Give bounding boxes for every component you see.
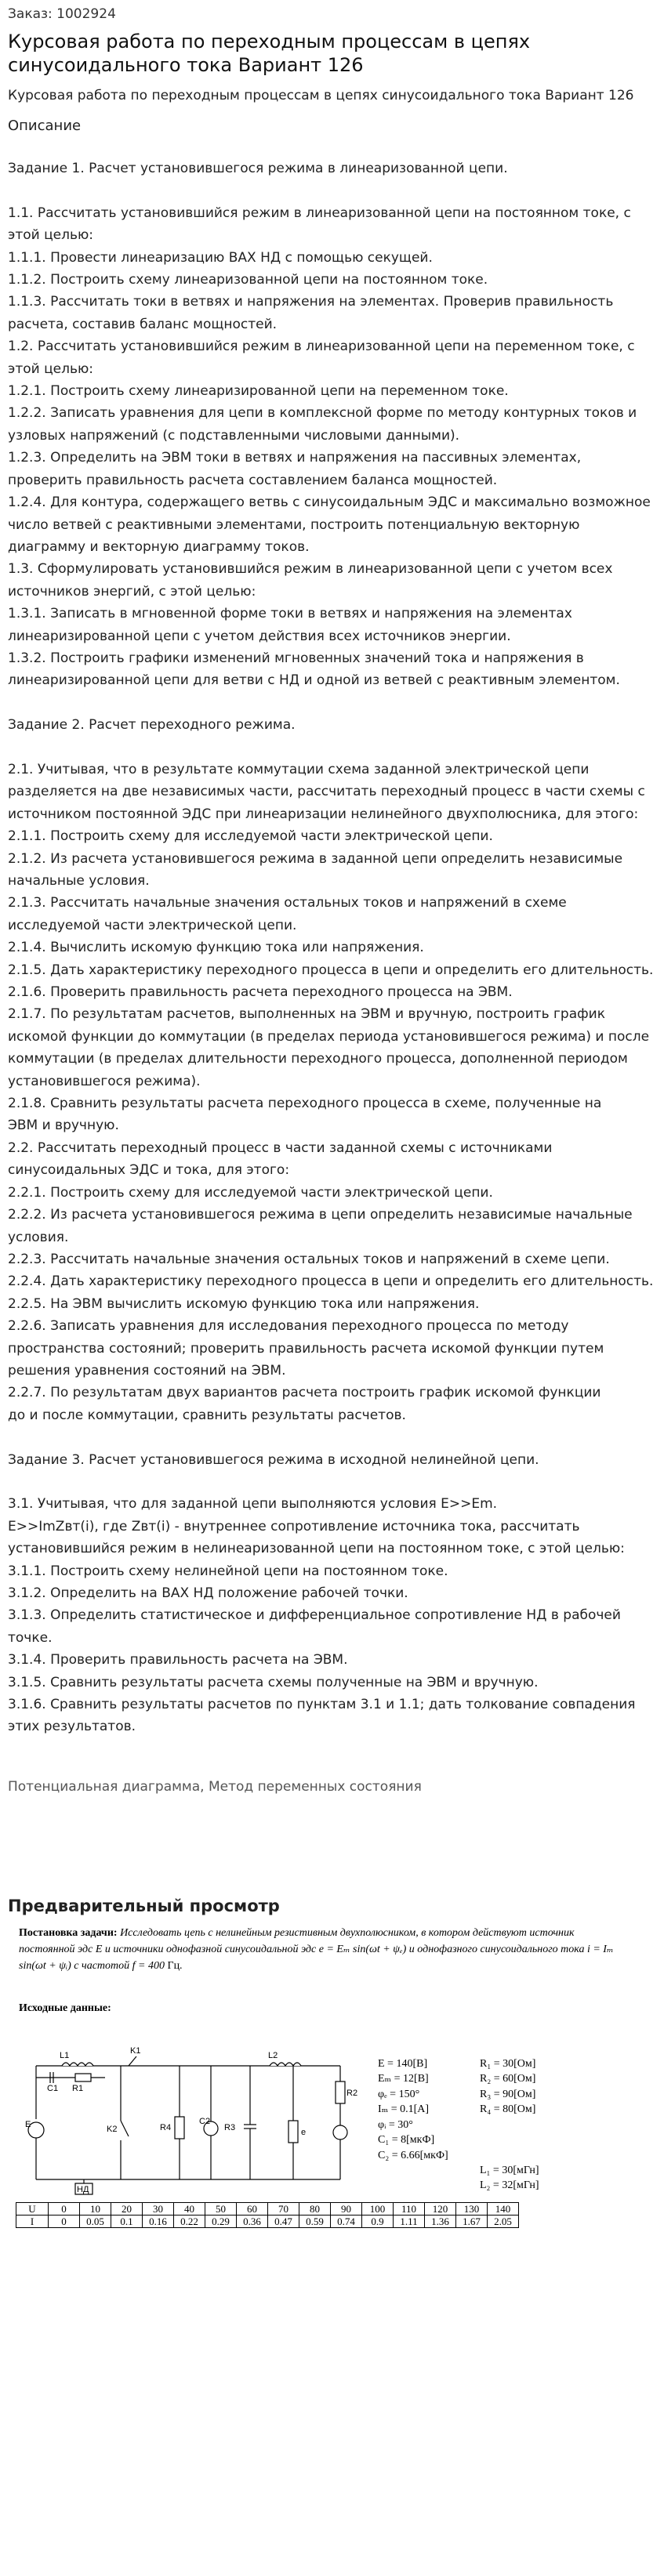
param-item: R₂ = 60[Ом] bbox=[480, 2073, 536, 2085]
task-formula-e: e = Eₘ sin(ωt + ψₑ) bbox=[318, 1943, 407, 1955]
circuit-label: e bbox=[301, 2127, 307, 2137]
table-cell: 130 bbox=[456, 2202, 488, 2215]
table-cell: 30 bbox=[143, 2202, 174, 2215]
param-item: φᵢ = 30° bbox=[378, 2118, 413, 2131]
table-cell: 0 bbox=[49, 2202, 80, 2215]
task-unit: Гц. bbox=[167, 1959, 183, 1972]
param-item: E = 140[B] bbox=[378, 2057, 428, 2070]
table-cell: 0.47 bbox=[268, 2215, 299, 2227]
circuit-label: L1 bbox=[60, 2050, 70, 2060]
preview-document bbox=[19, 1925, 627, 2270]
table-row-i bbox=[16, 2215, 519, 2227]
params-right bbox=[480, 2056, 539, 2194]
task-text-3: с частотой bbox=[74, 1959, 130, 1972]
table-cell: 0.59 bbox=[299, 2215, 331, 2227]
table-header-u: U bbox=[16, 2202, 49, 2215]
table-cell: 90 bbox=[331, 2202, 362, 2215]
table-cell: 100 bbox=[362, 2202, 394, 2215]
param-item: Iₘ = 0.1[A] bbox=[378, 2103, 430, 2116]
table-cell: 40 bbox=[174, 2202, 205, 2215]
description-text: Задание 1. Расчет установившегося режима в линеаризованной цепи. 1.1. Рассчитать установившийся режим в линеаризованной цепи на постоянном токе, с этой целью: 1.1.1. Провести линеаризацию ВАХ НД с помощью секущей. 1.1.2. Построить схему линеаризованной цепи на постоянном токе. 1.1.3. Рассчитать токи в ветвях и напряжения на элементах. Проверив правильность расчета, составив баланс мощностей. 1.2. Рассчитать установившийся режим в линеаризованной цепи на переменном токе, с этой целью: 1.2.1. Построить схему линеаризированной цепи на переменном токе. 1.2.2. Записать уравнения для цепи в комплексной форме по методу контурных токов и узловых напряжений (с подставленными числовыми данными). 1.2.3. Определить на ЭВМ токи в ветвях и напряжения на пассивных элементах, проверить правильность расчета составлением баланса мощностей. 1.2.4. Для контура, содержащего ветвь с синусоидальным ЭДС и максимально возможное число ветвей с реактивными элементами, построить потенциальную векторную диаграмму и векторную диаграмму токов. 1.3. Сформулировать установившийся режим в линеаризованной цепи с учетом всех источников энергий, с этой целью: 1.3.1. Записать в мгновенной форме токи в ветвях и напряжения на элементах линеаризированной цепи с учетом действия всех источников энергии. 1.3.2. Построить графики изменений мгновенных значений тока и напряжения в линеаризированной цепи для ветви с НД и одной из ветвей с реактивным элементом. Задание 2. Расчет переходного режима. 2.1. Учитывая, что в результате коммутации схема заданной электрической цепи разделяется на две независимых части, рассчитать переходный процесс в части схемы с источником постоянной ЭДС при линеаризации нелинейного двухполюсника, для этого: 2.1.1. Построить схему для исследуемой части электрической цепи. 2.1.2. Из расчета установившегося режима в заданной цепи определить независимые начальные условия. 2.1.3. Рассчитать начальные значения остальных токов и напряжений в схеме исследуемой части электрической цепи. 2.1.4. Вычислить искомую функцию тока или напряжения. 2.1.5. Дать характеристику переходного процесса в цепи и определить его длительность. 2.1.6. Проверить правильность расчета переходного процесса на ЭВМ. 2.1.7. По результатам расчетов, выполненных на ЭВМ и вручную, построить график искомой функции до коммутации (в пределах периода установившегося режима) и после коммутации (в пределах длительности переходного процесса, дополненной периодом установившегося режима). 2.1.8. Сравнить результаты расчета переходного процесса в схеме, полученные на ЭВМ и вручную. 2.2. Рассчитать переходный процесс в части заданной схемы с источниками синусоидальных ЭДС и тока, для этого: 2.2.1. Построить схему для исследуемой части электрической цепи. 2.2.2. Из расчета установившегося режима в цепи определить независимые начальные условия. 2.2.3. Рассчитать начальные значения остальных токов и напряжений в схеме цепи. 2.2.4. Дать характеристику переходного процесса в цепи и определить его длительность. 2.2.5. На ЭВМ вычислить искомую функцию тока или напряжения. 2.2.6. Записать уравнения для исследования переходного процесса по методу пространства состояний; проверить правильность расчета искомой функции путем решения уравнения состояний на ЭВМ. 2.2.7. По результатам двух вариантов расчета построить график искомой функции до и после коммутации, сравнить результаты расчетов. Задание 3. Расчет установившегося режима в исходной нелинейной цепи. 3.1. Учитывая, что для заданной цепи выполняются условия E>>Em. E>>ImZвт(i), где Zвт(i) - внутреннее сопротивление источника тока, рассчитать установившийся режим в нелинеаризованной цепи на постоянном токе, с этой целью: 3.1.1. Построить схему нелинейной цепи на постоянном токе. 3.1.2. Определить на ВАХ НД положение рабочей точки. 3.1.3. Определить статистическое и дифференциальное сопротивление НД в рабочей точке. 3.1.4. Проверить правильность расчета на ЭВМ. 3.1.5. Сравнить результаты расчета схемы полученные на ЭВМ и вручную. 3.1.6. Сравнить результаты расчетов по пунктам 3.1 и 1.1; дать толкование совпадения этих результатов. bbox=[8, 161, 654, 1735]
table-cell: 80 bbox=[299, 2202, 331, 2215]
param-item: Eₘ = 12[B] bbox=[378, 2073, 429, 2085]
circuit-label: E bbox=[25, 2119, 31, 2129]
param-item: R₃ = 90[Ом] bbox=[480, 2088, 536, 2100]
table-cell: 70 bbox=[268, 2202, 299, 2215]
table-cell: 0.29 bbox=[205, 2215, 237, 2227]
circuit-label: K1 bbox=[130, 2045, 141, 2056]
vah-table bbox=[16, 2202, 519, 2228]
table-cell: 50 bbox=[205, 2202, 237, 2215]
description-heading: Описание bbox=[8, 118, 82, 134]
task-label: Постановка задачи: bbox=[19, 1926, 118, 1939]
page-title: Курсовая работа по переходным процессам в цепях синусоидального тока Вариант 126 bbox=[8, 31, 531, 76]
circuit-label: R3 bbox=[224, 2122, 236, 2132]
table-cell: 0 bbox=[49, 2215, 80, 2227]
table-cell: 1.36 bbox=[425, 2215, 456, 2227]
table-cell: 0.1 bbox=[111, 2215, 143, 2227]
task-formula-f: f = 400 bbox=[132, 1959, 165, 1972]
table-header-i: I bbox=[16, 2215, 49, 2227]
param-item: R₄ = 80[Ом] bbox=[480, 2103, 536, 2116]
preview-heading: Предварительный просмотр bbox=[8, 1896, 280, 1915]
table-cell: 140 bbox=[488, 2202, 519, 2215]
source-label: Исходные данные: bbox=[19, 2002, 111, 2014]
task-text-1: Исследовать цепь с нелинейным резистивным двухполюсником, в котором действуют источник постоянной эдс E и источники однофазной синусоидальной эдс bbox=[19, 1926, 575, 1955]
table-cell: 0.05 bbox=[80, 2215, 111, 2227]
page-subtitle: Курсовая работа по переходным процессам в цепях синусоидального тока Вариант 126 bbox=[8, 88, 634, 103]
table-cell: 120 bbox=[425, 2202, 456, 2215]
param-item: L₂ = 32[мГн] bbox=[480, 2179, 539, 2192]
table-row-u bbox=[16, 2202, 519, 2215]
param-item: L₁ = 30[мГн] bbox=[480, 2164, 539, 2176]
circuit-diagram bbox=[19, 2042, 364, 2199]
table-cell: 0.16 bbox=[143, 2215, 174, 2227]
task-formula-i: i = Iₘ sin(ωt + ψᵢ) bbox=[19, 1943, 614, 1972]
param-item: φₑ = 150° bbox=[378, 2088, 420, 2100]
table-cell: 0.36 bbox=[237, 2215, 268, 2227]
order-number: Заказ: 1002924 bbox=[8, 6, 116, 22]
param-item: C₂ = 6.66[мкФ] bbox=[378, 2149, 448, 2161]
table-cell: 1.67 bbox=[456, 2215, 488, 2227]
circuit-label: C1 bbox=[47, 2083, 59, 2093]
tags-line: Потенциальная диаграмма, Метод переменных состояния bbox=[8, 1778, 422, 1795]
table-cell: 20 bbox=[111, 2202, 143, 2215]
table-cell: 0.22 bbox=[174, 2215, 205, 2227]
circuit-label: R4 bbox=[160, 2122, 172, 2132]
table-cell: 60 bbox=[237, 2202, 268, 2215]
circuit-label: C2 bbox=[199, 2116, 211, 2126]
circuit-label: K2 bbox=[107, 2124, 118, 2134]
task-text-2: и однофазного синусоидального тока bbox=[408, 1943, 585, 1955]
params-left bbox=[378, 2056, 448, 2164]
circuit-label: L2 bbox=[268, 2050, 278, 2060]
circuit-label: НД bbox=[77, 2184, 89, 2194]
table-cell: 0.74 bbox=[331, 2215, 362, 2227]
table-cell: 10 bbox=[80, 2202, 111, 2215]
circuit-label: R1 bbox=[72, 2083, 84, 2093]
circuit-label: R2 bbox=[347, 2088, 358, 2098]
task-statement bbox=[19, 1925, 627, 1974]
table-cell: 1.11 bbox=[394, 2215, 425, 2227]
table-cell: 0.9 bbox=[362, 2215, 394, 2227]
param-item: R₁ = 30[Ом] bbox=[480, 2057, 536, 2070]
table-cell: 2.05 bbox=[488, 2215, 519, 2227]
table-cell: 110 bbox=[394, 2202, 425, 2215]
param-item: C₁ = 8[мкФ] bbox=[378, 2134, 435, 2147]
